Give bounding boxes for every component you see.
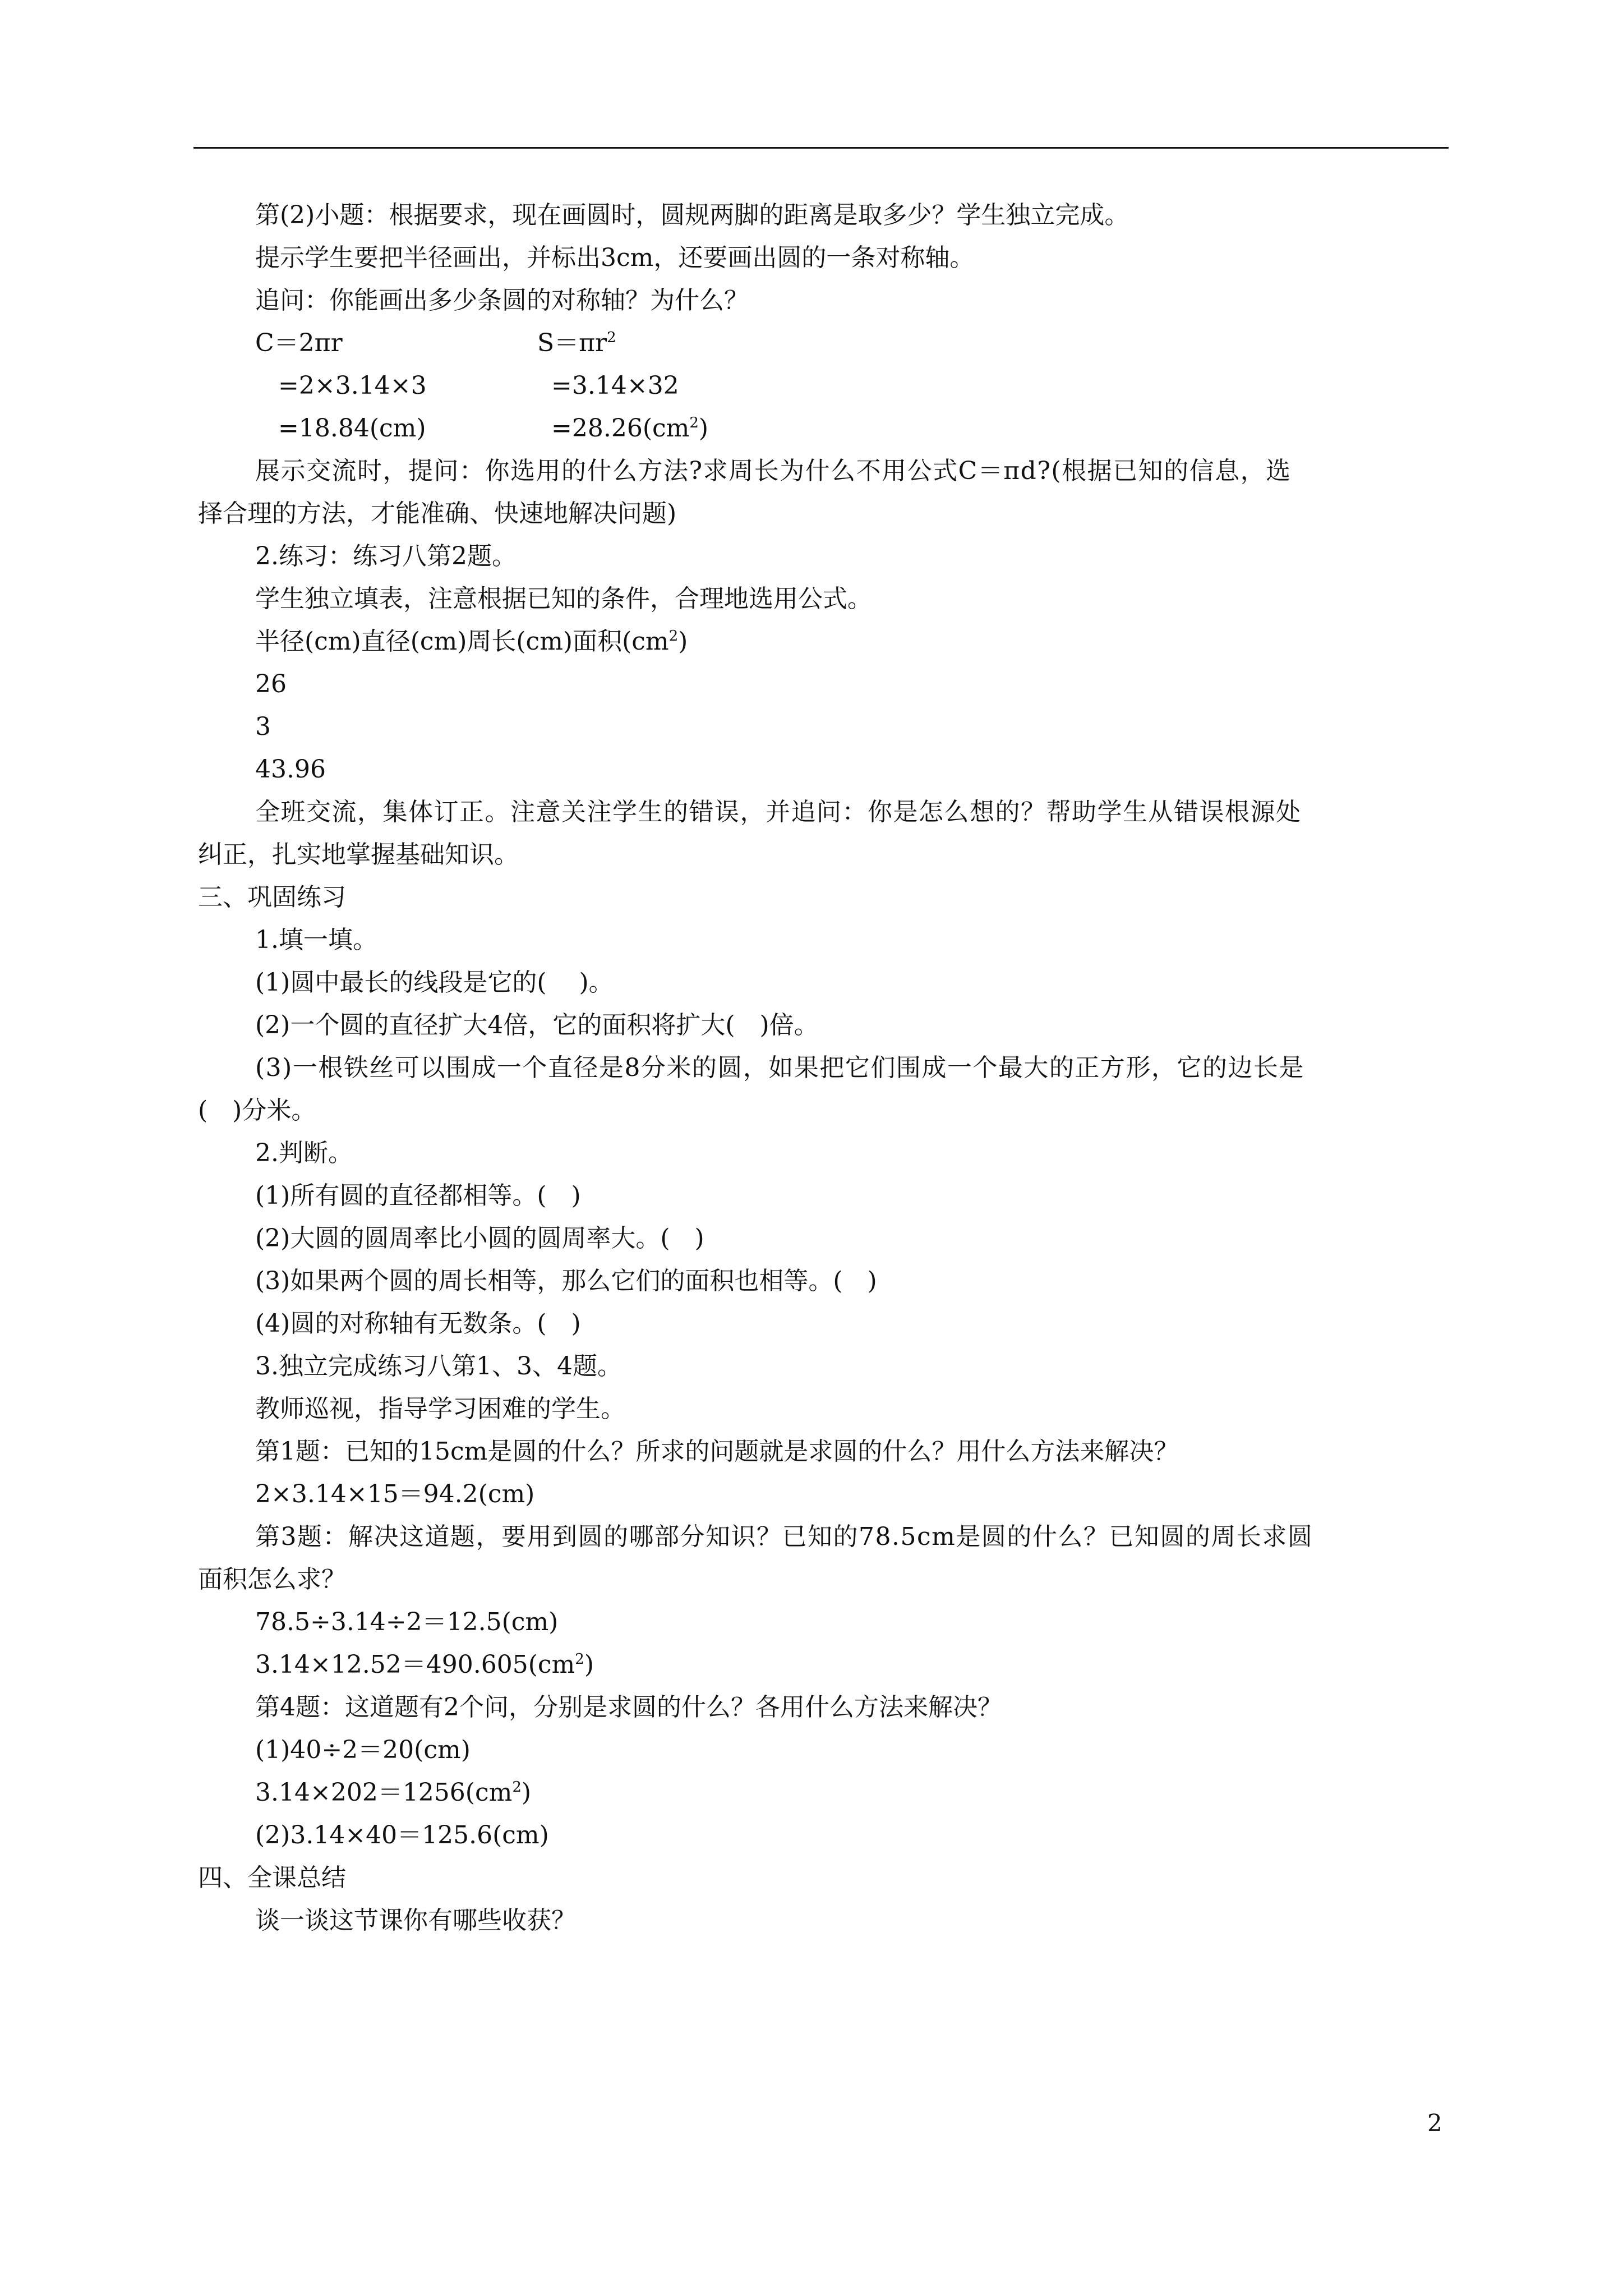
formula-result: $=28.26(cm^2)$ [551, 414, 709, 443]
text-line: (3)一根铁丝可以围成一个直径是8分米的圆，如果把它们围成一个最大的正方形，它的边长是 [255, 1053, 1304, 1082]
text-line: (3)如果两个圆的周长相等，那么它们的面积也相等。( ) [255, 1267, 877, 1295]
text-line: 第1题：已知的15cm是圆的什么？所求的问题就是求圆的什么？用什么方法来解决？ [255, 1437, 1179, 1466]
formula-result: =18.84(cm) [278, 414, 426, 443]
text-line: ( )分米。 [198, 1096, 316, 1125]
section-heading: 三、巩固练习 [198, 883, 346, 912]
table-value: 43.96 [255, 755, 326, 784]
text-line: 2.练习：练习八第2题。 [255, 542, 517, 570]
text-line: (1)圆中最长的线段是它的( )。 [255, 968, 614, 997]
text-line: 择合理的方法，才能准确、快速地解决问题) [198, 499, 677, 528]
text-line: $3.14\times 202=1256(cm^2)$ [255, 1778, 532, 1807]
text-line: (4)圆的对称轴有无数条。( ) [255, 1309, 581, 1338]
section-heading: 四、全课总结 [198, 1864, 346, 1892]
text-line: (1)40÷2＝20(cm) [255, 1736, 471, 1764]
formula-area: $S=\pi r^2$ [537, 329, 616, 357]
text-line: 谈一谈这节课你有哪些收获？ [255, 1906, 576, 1935]
text-line: (2)大圆的圆周率比小圆的圆周率大。( ) [255, 1224, 704, 1253]
text-line: 学生独立填表，注意根据已知的条件，合理地选用公式。 [255, 585, 872, 613]
text-line: 第3题：解决这道题，要用到圆的哪部分知识？已知的78.5cm是圆的什么？已知圆的周长求圆 [255, 1522, 1313, 1551]
text-line: (2)3.14×40＝125.6(cm) [255, 1821, 549, 1849]
table-value: 26 [255, 670, 287, 698]
text-line: 教师巡视，指导学习困难的学生。 [255, 1395, 625, 1423]
page-number: 2 [1427, 2109, 1442, 2137]
formula-step: =3.14×32 [551, 371, 679, 400]
text-line: 3.独立完成练习八第1、3、4题。 [255, 1352, 622, 1381]
text-line: 展示交流时，提问：你选用的什么方法?求周长为什么不用公式C＝πd?(根据已知的信息，选 [255, 457, 1292, 485]
formula-step: =2×3.14×3 [278, 371, 427, 400]
text-line: 纠正，扎实地掌握基础知识。 [198, 840, 519, 869]
text-line: (1)所有圆的直径都相等。( ) [255, 1181, 581, 1210]
text-line: 追问：你能画出多少条圆的对称轴？为什么？ [255, 286, 749, 315]
table-header: 半径(cm)直径(cm)周长(cm)面积$(cm^2)$ [255, 627, 688, 656]
text-line: 第4题：这道题有2个问，分别是求圆的什么？各用什么方法来解决？ [255, 1693, 1002, 1722]
text-line: 78.5÷3.14÷2＝12.5(cm) [255, 1608, 559, 1636]
text-line: 2.判断。 [255, 1139, 353, 1167]
text-line: (2)一个圆的直径扩大4倍，它的面积将扩大( )倍。 [255, 1011, 819, 1039]
table-value: 3 [255, 712, 271, 741]
text-line: 第(2)小题：根据要求，现在画圆时，圆规两脚的距离是取多少？学生独立完成。 [255, 201, 1129, 229]
text-line: 全班交流，集体订正。注意关注学生的错误，并追问：你是怎么想的？帮助学生从错误根源处 [255, 798, 1302, 826]
text-line: 1.填一填。 [255, 926, 377, 954]
formula-circumference: C＝2πr [255, 329, 343, 357]
text-line: 提示学生要把半径画出，并标出3cm，还要画出圆的一条对称轴。 [255, 243, 975, 272]
text-line: $3.14\times 12.52=490.605(cm^2)$ [255, 1650, 594, 1679]
header-rule [193, 147, 1449, 149]
text-line: 面积怎么求？ [198, 1565, 346, 1594]
text-line: 2×3.14×15＝94.2(cm) [255, 1480, 535, 1508]
